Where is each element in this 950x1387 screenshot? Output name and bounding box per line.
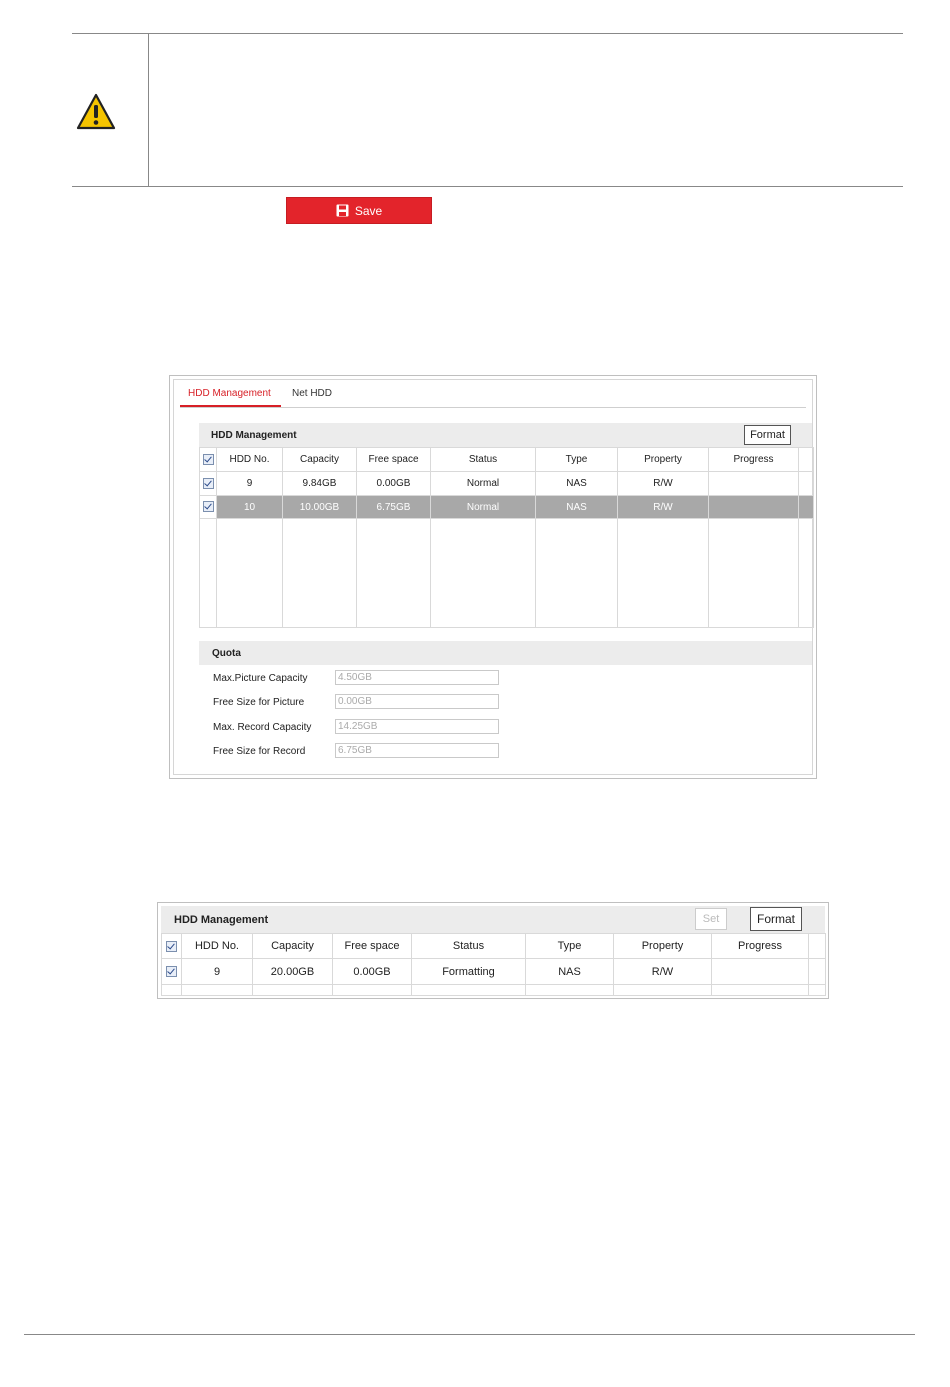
note-divider xyxy=(148,33,149,187)
cell-progress xyxy=(709,496,799,519)
column-spacer xyxy=(799,448,814,472)
hdd-section-title: HDD Management xyxy=(211,430,297,441)
cell-type: NAS xyxy=(536,496,618,519)
column-header[interactable]: Type xyxy=(526,934,614,959)
hdd-management-panel xyxy=(169,375,817,779)
table-row[interactable] xyxy=(200,472,814,496)
table-empty-row xyxy=(162,985,826,996)
row-checkbox[interactable] xyxy=(200,472,217,496)
row-checkbox[interactable] xyxy=(162,959,182,985)
hdd-section-title: HDD Management xyxy=(174,914,269,926)
column-header[interactable]: Type xyxy=(536,448,618,472)
column-spacer xyxy=(809,934,826,959)
quota-section-header xyxy=(199,641,812,665)
column-header[interactable]: Progress xyxy=(709,448,799,472)
column-header[interactable]: Status xyxy=(412,934,526,959)
cell-type: NAS xyxy=(526,959,614,985)
cell-status: Normal xyxy=(431,496,536,519)
column-header[interactable]: Progress xyxy=(712,934,809,959)
cell-property: R/W xyxy=(618,496,709,519)
note-bottom-border xyxy=(72,186,903,187)
cell-type: NAS xyxy=(536,472,618,496)
max-record-capacity-field[interactable]: 14.25GB xyxy=(335,719,499,734)
format-button[interactable]: Format xyxy=(744,425,791,445)
footer-rule xyxy=(24,1334,915,1335)
cell-capacity: 10.00GB xyxy=(283,496,357,519)
hdd-section-header xyxy=(199,423,812,447)
free-size-picture-label: Free Size for Picture xyxy=(213,697,305,708)
save-button-label: Save xyxy=(354,203,383,218)
free-size-record-field[interactable]: 6.75GB xyxy=(335,743,499,758)
table-header-row xyxy=(162,934,826,959)
cell-spacer xyxy=(799,472,814,496)
cell-status: Formatting xyxy=(412,959,526,985)
tab-bar-divider xyxy=(180,407,806,408)
column-header[interactable]: HDD No. xyxy=(182,934,253,959)
cell-free-space: 6.75GB xyxy=(357,496,431,519)
column-header[interactable]: Capacity xyxy=(253,934,333,959)
max-picture-capacity-field[interactable]: 4.50GB xyxy=(335,670,499,685)
warning-icon xyxy=(76,93,116,131)
cell-hdd-no: 10 xyxy=(217,496,283,519)
cell-free-space: 0.00GB xyxy=(357,472,431,496)
cell-capacity: 20.00GB xyxy=(253,959,333,985)
cell-property: R/W xyxy=(618,472,709,496)
select-all-checkbox[interactable] xyxy=(162,934,182,959)
set-button[interactable]: Set xyxy=(695,908,727,930)
column-header[interactable]: Free space xyxy=(357,448,431,472)
cell-progress xyxy=(712,959,809,985)
max-record-capacity-label: Max. Record Capacity xyxy=(213,722,312,733)
column-header[interactable]: Property xyxy=(614,934,712,959)
cell-hdd-no: 9 xyxy=(182,959,253,985)
cell-hdd-no: 9 xyxy=(217,472,283,496)
table-row[interactable] xyxy=(162,959,826,985)
row-checkbox[interactable] xyxy=(200,496,217,519)
cell-progress xyxy=(709,472,799,496)
quota-section-title: Quota xyxy=(212,648,241,659)
column-header[interactable]: Property xyxy=(618,448,709,472)
cell-status: Normal xyxy=(431,472,536,496)
table-row-selected[interactable] xyxy=(200,496,814,519)
column-header[interactable]: Free space xyxy=(333,934,412,959)
column-header[interactable]: Capacity xyxy=(283,448,357,472)
format-button[interactable]: Format xyxy=(750,907,802,931)
note-top-border xyxy=(72,33,903,34)
cell-spacer xyxy=(809,959,826,985)
save-button[interactable] xyxy=(286,197,432,224)
tab-net-hdd[interactable]: Net HDD xyxy=(292,388,333,399)
select-all-checkbox[interactable] xyxy=(200,448,217,472)
hdd-table xyxy=(199,447,814,628)
table-header-row xyxy=(200,448,814,472)
max-picture-capacity-label: Max.Picture Capacity xyxy=(213,673,308,684)
column-header[interactable]: Status xyxy=(431,448,536,472)
hdd-table xyxy=(161,933,826,996)
cell-spacer xyxy=(799,496,814,519)
floppy-disk-icon xyxy=(336,204,349,217)
column-header[interactable]: HDD No. xyxy=(217,448,283,472)
cell-free-space: 0.00GB xyxy=(333,959,412,985)
tab-hdd-management[interactable]: HDD Management xyxy=(188,388,271,399)
cell-property: R/W xyxy=(614,959,712,985)
free-size-picture-field[interactable]: 0.00GB xyxy=(335,694,499,709)
cell-capacity: 9.84GB xyxy=(283,472,357,496)
hdd-formatting-panel xyxy=(157,902,829,999)
table-empty-area xyxy=(200,519,814,628)
free-size-record-label: Free Size for Record xyxy=(213,746,306,757)
